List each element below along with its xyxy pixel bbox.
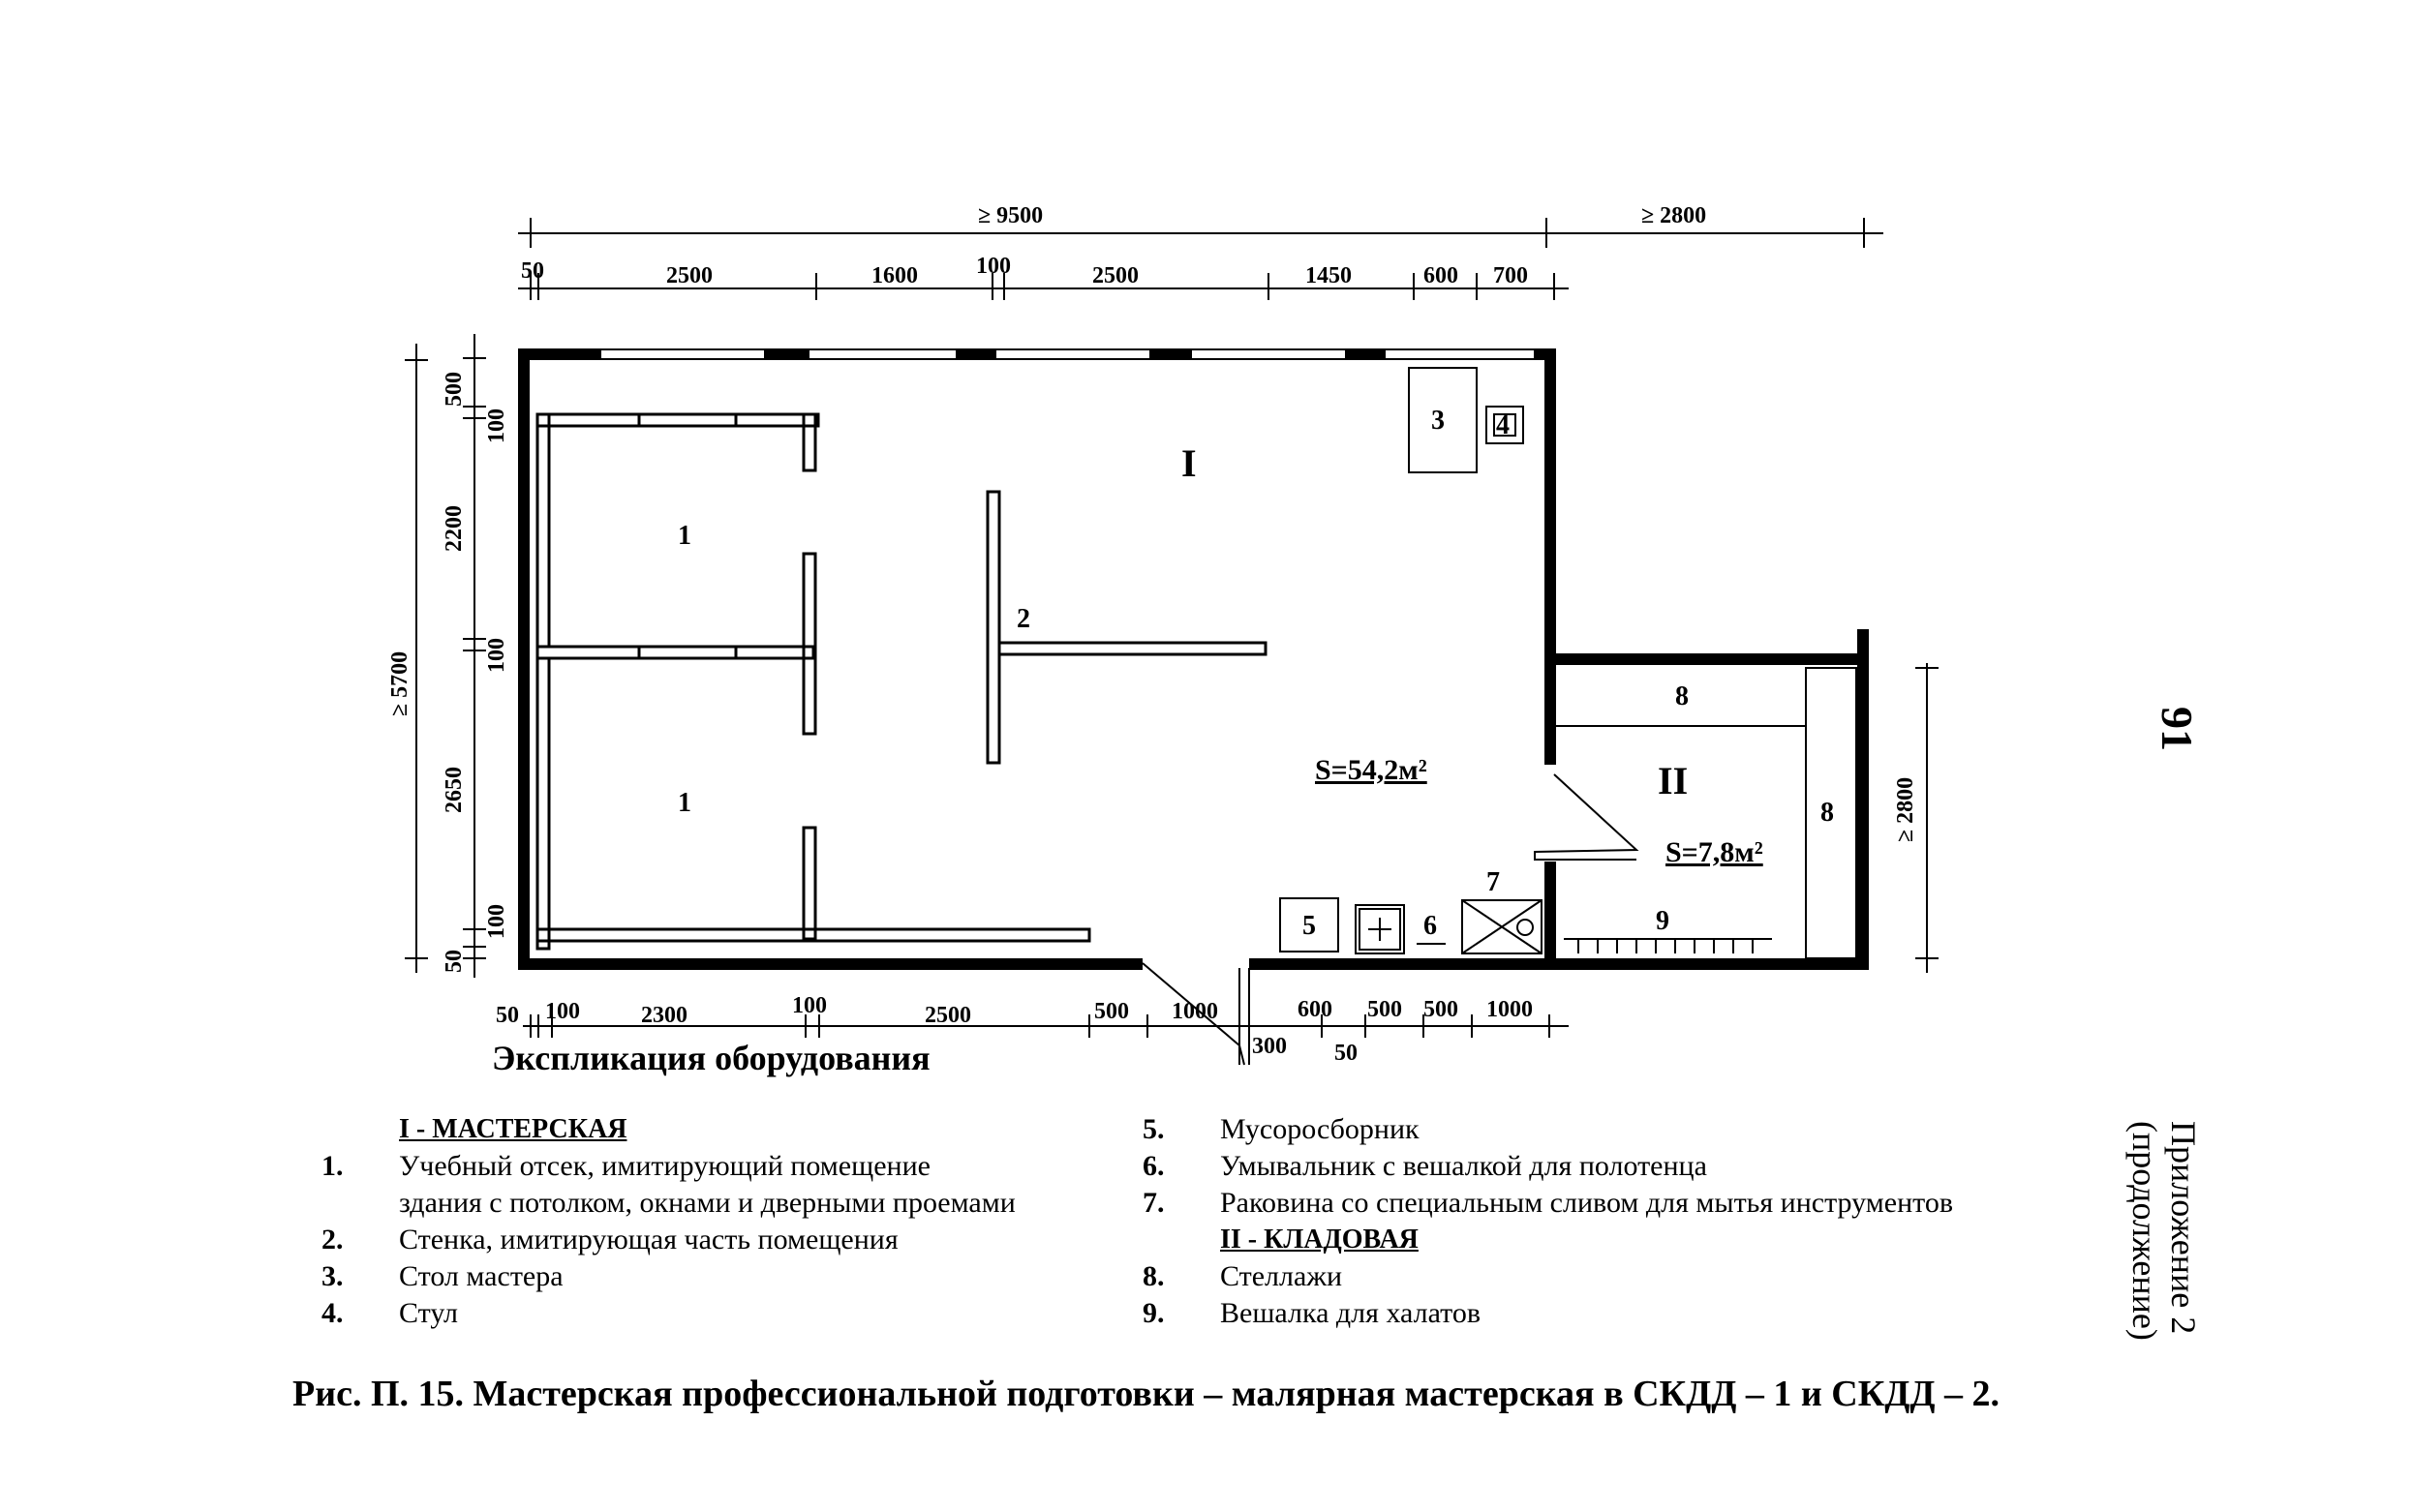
dim-left-seg: 100	[484, 638, 509, 673]
marker-1: 1	[678, 521, 691, 551]
legend-item: 4. Стул	[321, 1297, 458, 1329]
dim-top-seg: 2500	[1092, 263, 1139, 288]
appendix-title: Приложение 2	[2164, 1121, 2203, 1335]
dim-top-seg: 600	[1423, 263, 1458, 288]
legend-item: 8. Стеллажи	[1143, 1260, 1343, 1292]
marker-2: 2	[1017, 604, 1030, 634]
appendix-continued: (продолжение)	[2125, 1121, 2164, 1341]
area-two: S=7,8м²	[1665, 836, 1763, 868]
dim-left-total: ≥ 5700	[387, 650, 412, 716]
legend-item: 2. Стенка, имитирующая часть помещения	[321, 1224, 899, 1255]
legend-item: 9. Вешалка для халатов	[1143, 1297, 1481, 1329]
dim-left-seg: 500	[442, 372, 467, 407]
dim-top-seg: 1450	[1305, 263, 1352, 288]
dim-left-seg: 50	[442, 950, 467, 973]
dim-top-seg: 1600	[871, 263, 918, 288]
dim-left-seg: 100	[484, 904, 509, 939]
dim-bottom-seg: 1000	[1486, 997, 1533, 1022]
dim-bottom-seg: 100	[545, 999, 580, 1024]
dim-left-seg: 2200	[442, 505, 467, 552]
dim-bottom-sub: 50	[1334, 1041, 1358, 1066]
room-two-label: II	[1658, 759, 1689, 802]
legend-item: здания с потолком, окнами и дверными проемами	[399, 1187, 1016, 1219]
dim-bottom-seg: 1000	[1172, 999, 1218, 1024]
dim-bottom-seg: 2500	[925, 1003, 971, 1028]
dim-left-seg: 2650	[442, 767, 467, 813]
dim-bottom-seg: 500	[1423, 997, 1458, 1022]
dim-top-seg: 50	[521, 258, 544, 284]
page-number: 91	[2153, 707, 2202, 751]
dim-bottom-seg: 600	[1298, 997, 1332, 1022]
marker-5: 5	[1302, 911, 1316, 941]
legend-item: 1. Учебный отсек, имитирующий помещение	[321, 1150, 931, 1182]
legend-left	[321, 1111, 1016, 1332]
marker-8: 8	[1675, 681, 1689, 711]
marker-6: 6	[1423, 911, 1437, 941]
legend-item: 5. Мусоросборник	[1143, 1113, 1420, 1145]
explication-title: Экспликация оборудования	[492, 1039, 931, 1077]
figure-caption: Рис. П. 15. Мастерская профессиональной подготовки – малярная мастерская в СКДД – 1 и СКДД – 2.	[292, 1374, 2001, 1414]
section-one-heading: I - МАСТЕРСКАЯ	[399, 1114, 627, 1144]
dim-top-extra: ≥ 2800	[1641, 203, 1707, 228]
dim-top-seg: 700	[1493, 263, 1528, 288]
appendix-note	[2125, 1121, 2203, 1341]
area-one: S=54,2м²	[1315, 754, 1427, 786]
marker-4: 4	[1496, 410, 1510, 440]
dim-bottom-seg: 100	[792, 993, 827, 1018]
dim-top-total: ≥ 9500	[978, 203, 1044, 228]
marker-8: 8	[1820, 798, 1834, 828]
legend-item: 6. Умывальник с вешалкой для полотенца	[1143, 1150, 1707, 1182]
marker-7: 7	[1486, 867, 1500, 897]
dim-bottom-seg: 500	[1367, 997, 1402, 1022]
legend-item: 7. Раковина со специальным сливом для мытья инструментов	[1143, 1187, 1954, 1219]
dim-right-total: ≥ 2800	[1893, 776, 1918, 842]
dim-top-seg: 2500	[666, 263, 713, 288]
marker-1: 1	[678, 788, 691, 818]
section-two-heading: II - КЛАДОВАЯ	[1220, 1225, 1419, 1255]
dim-bottom-sub: 300	[1252, 1034, 1287, 1059]
dim-bottom-seg: 50	[496, 1003, 519, 1028]
marker-9: 9	[1656, 906, 1669, 936]
marker-3: 3	[1431, 406, 1445, 436]
room-one-label: I	[1181, 441, 1197, 485]
legend-item: 3. Стол мастера	[321, 1260, 564, 1292]
legend-right	[1143, 1111, 1953, 1332]
dim-top-seg: 100	[976, 254, 1011, 279]
dim-left-seg: 100	[484, 408, 509, 443]
dim-bottom-seg: 500	[1094, 999, 1129, 1024]
dim-bottom-seg: 2300	[641, 1003, 687, 1028]
